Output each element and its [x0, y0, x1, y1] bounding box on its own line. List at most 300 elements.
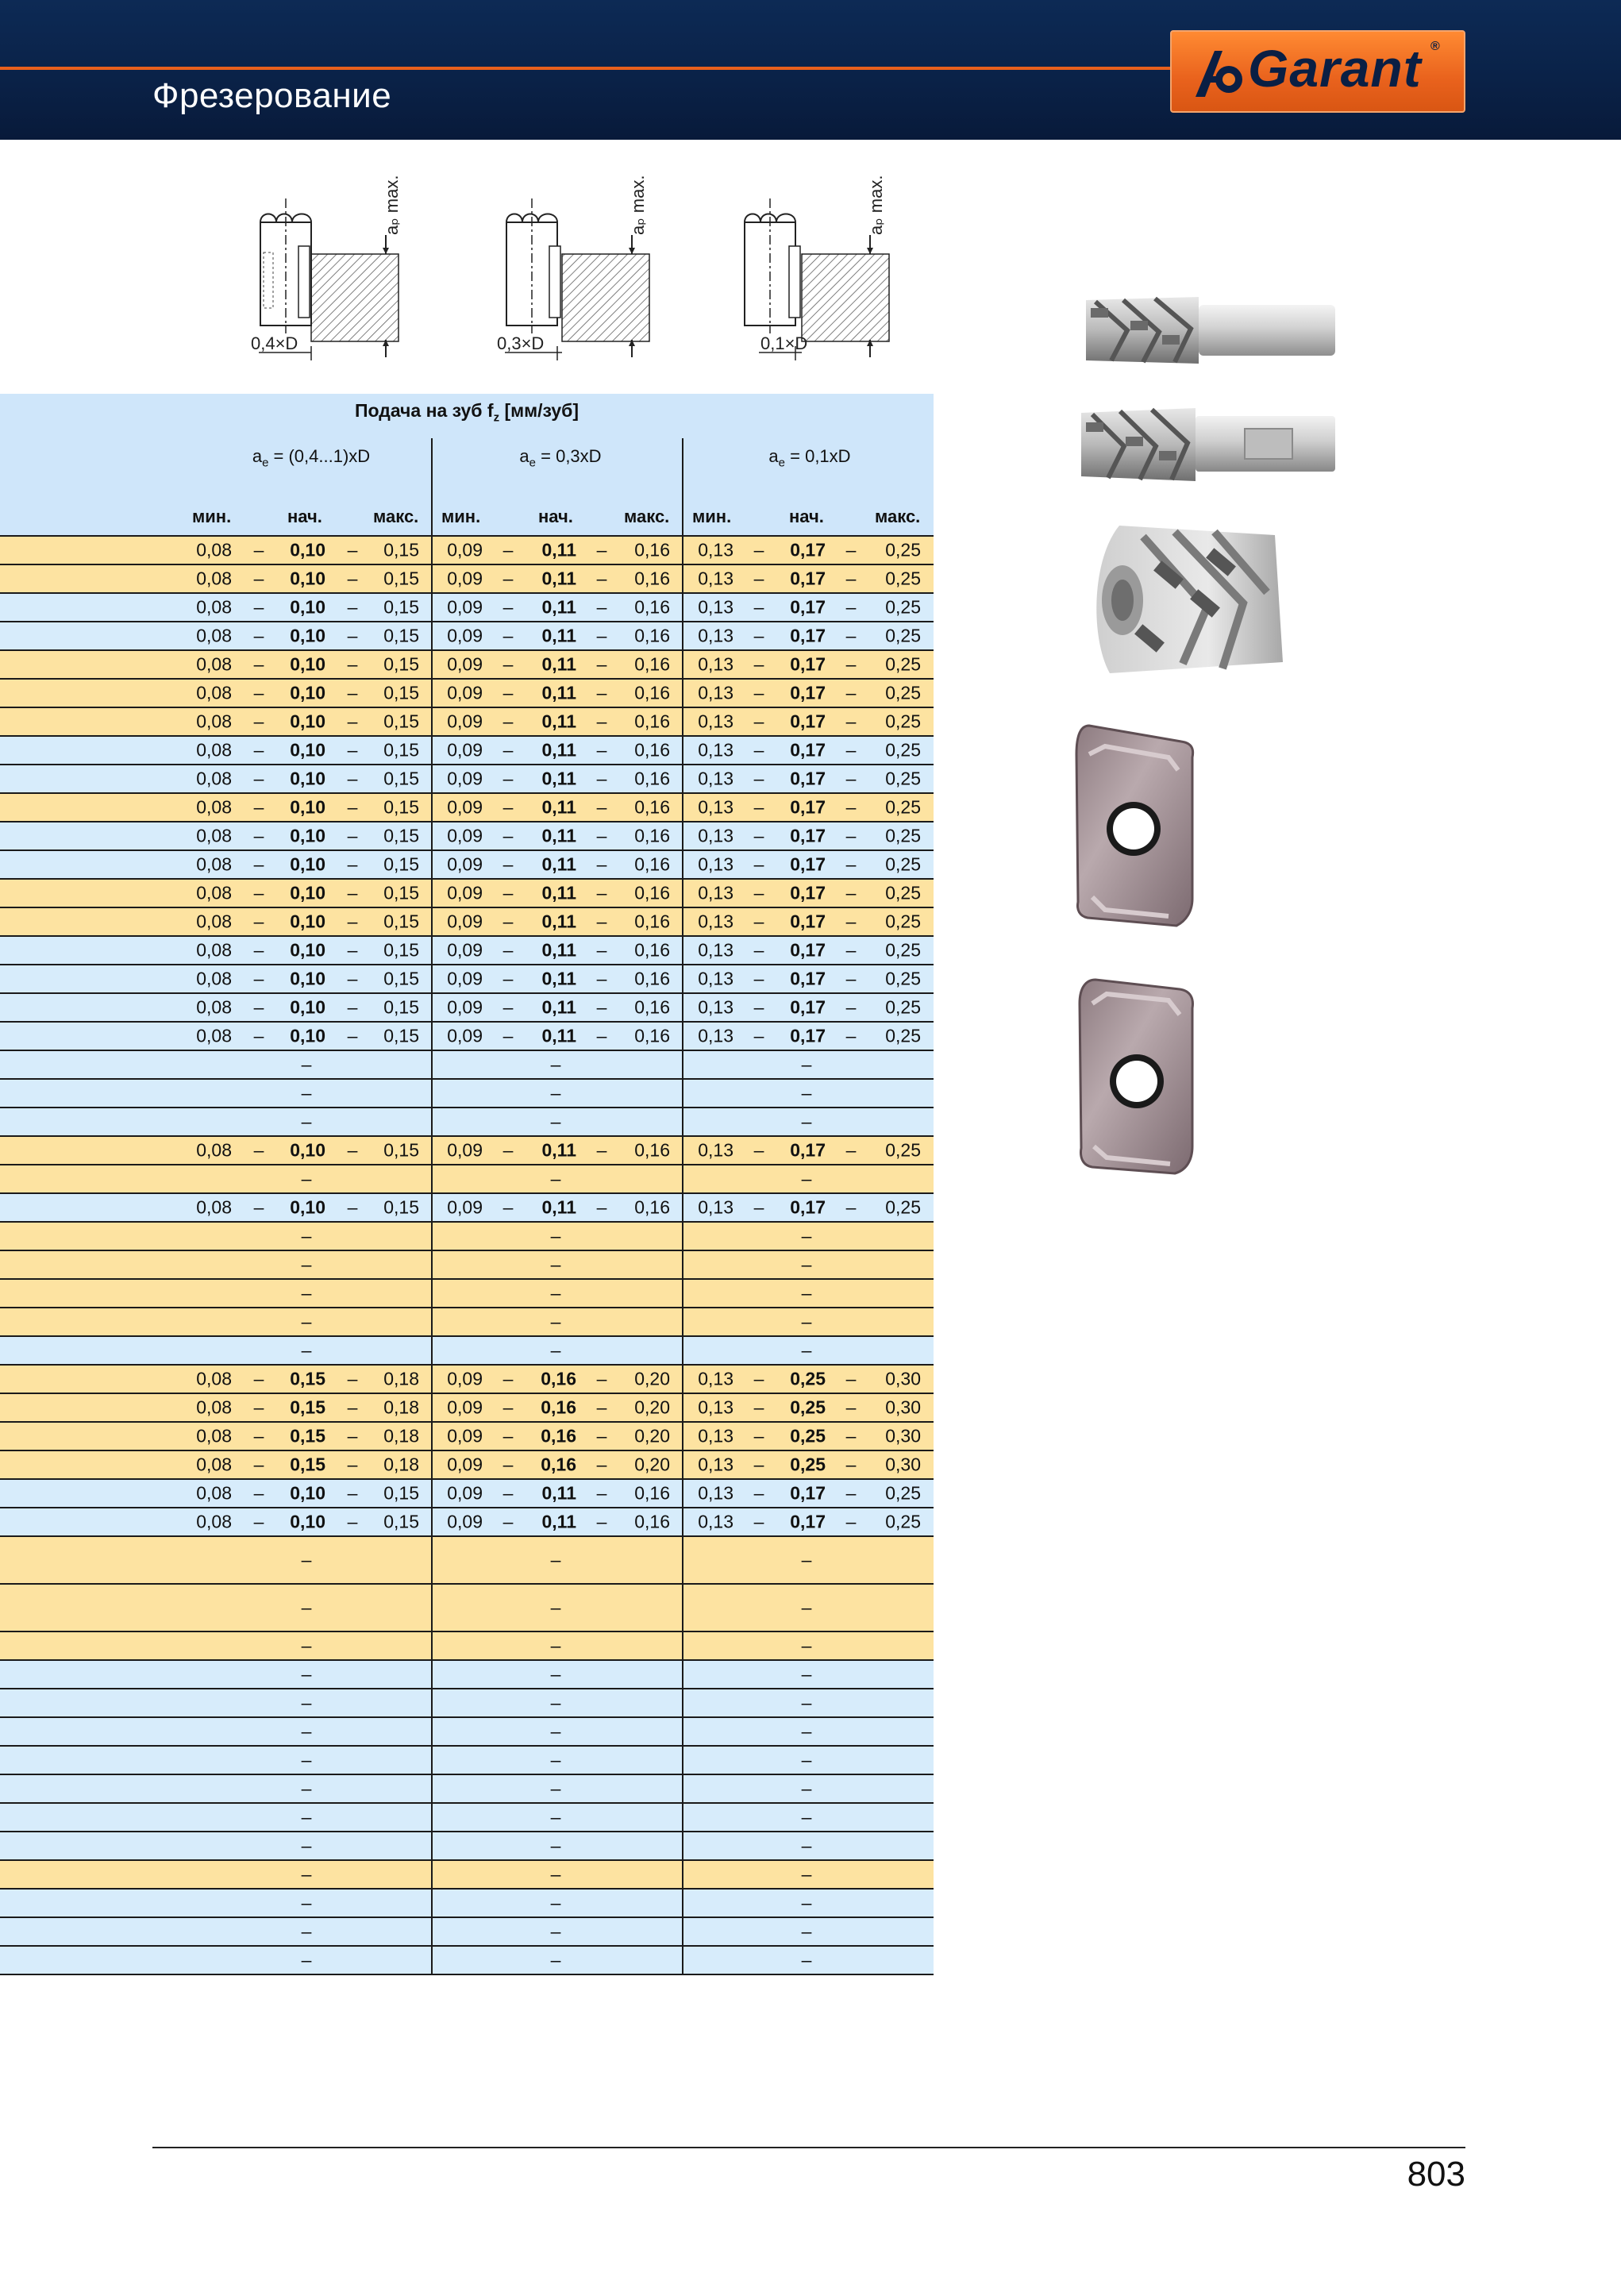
column-divider [682, 1918, 683, 1945]
cell-start: 0,17 [790, 539, 826, 561]
empty-dash: – [301, 1339, 312, 1361]
shell-mill-icon [1088, 521, 1300, 676]
cell-max: 0,15 [383, 768, 419, 789]
cell-start: 0,16 [541, 1396, 576, 1418]
cell-max: 0,15 [383, 1482, 419, 1504]
range-dash: – [596, 882, 607, 903]
range-dash: – [347, 739, 358, 761]
column-divider [682, 1080, 683, 1107]
cell-start: 0,11 [541, 596, 576, 618]
cell-start: 0,15 [290, 1454, 325, 1475]
column-divider [682, 1804, 683, 1831]
column-divider [682, 1508, 683, 1535]
cell-min: 0,13 [698, 853, 733, 875]
range-dash: – [253, 768, 264, 789]
cell-min: 0,09 [447, 1511, 483, 1532]
column-divider [431, 1165, 433, 1192]
range-dash: – [845, 968, 857, 989]
cell-min: 0,08 [196, 911, 232, 932]
cell-max: 0,16 [634, 1025, 670, 1046]
range-dash: – [845, 568, 857, 589]
empty-dash: – [550, 1282, 561, 1304]
column-divider [682, 965, 683, 992]
range-dash: – [753, 968, 764, 989]
range-dash: – [845, 1511, 857, 1532]
column-divider [682, 622, 683, 649]
table-row [0, 1632, 934, 1661]
subheader-min: мин. [692, 507, 732, 526]
table-row [0, 1394, 934, 1423]
range-dash: – [253, 1482, 264, 1504]
garant-logo-mark-icon [1191, 44, 1246, 102]
column-divider [682, 737, 683, 764]
empty-dash: – [301, 1635, 312, 1656]
cell-max: 0,16 [634, 1196, 670, 1218]
range-dash: – [253, 996, 264, 1018]
cell-min: 0,13 [698, 1368, 733, 1389]
cell-min: 0,13 [698, 653, 733, 675]
cell-min: 0,08 [196, 682, 232, 703]
cell-max: 0,16 [634, 768, 670, 789]
range-dash: – [253, 739, 264, 761]
cell-min: 0,13 [698, 1196, 733, 1218]
empty-dash: – [301, 1835, 312, 1856]
cell-min: 0,09 [447, 596, 483, 618]
table-row [0, 908, 934, 937]
table-row [0, 822, 934, 851]
table-row [0, 1308, 934, 1337]
cell-max: 0,15 [383, 1196, 419, 1218]
cell-min: 0,08 [196, 996, 232, 1018]
table-row [0, 622, 934, 651]
column-divider [682, 1051, 683, 1078]
empty-dash: – [801, 1692, 812, 1713]
cell-min: 0,08 [196, 939, 232, 961]
range-dash: – [596, 739, 607, 761]
range-dash: – [753, 539, 764, 561]
empty-dash: – [550, 1806, 561, 1828]
cell-min: 0,09 [447, 853, 483, 875]
empty-dash: – [801, 1835, 812, 1856]
empty-dash: – [301, 1663, 312, 1685]
cell-max: 0,15 [383, 1511, 419, 1532]
range-dash: – [596, 682, 607, 703]
cell-start: 0,25 [790, 1454, 826, 1475]
column-divider [431, 965, 433, 992]
cell-max: 0,25 [885, 796, 921, 818]
cell-start: 0,10 [290, 882, 325, 903]
table-title: Подача на зуб $f_z$ [мм/зуб] [354, 400, 579, 425]
range-dash: – [596, 596, 607, 618]
table-row [0, 1947, 934, 1975]
range-dash: – [845, 711, 857, 732]
empty-dash: – [301, 1254, 312, 1275]
range-dash: – [753, 1368, 764, 1389]
table-row [0, 565, 934, 594]
table-row [0, 1280, 934, 1308]
range-dash: – [502, 539, 514, 561]
cell-max: 0,16 [634, 625, 670, 646]
range-dash: – [502, 853, 514, 875]
cell-start: 0,17 [790, 939, 826, 961]
cell-min: 0,13 [698, 1025, 733, 1046]
range-dash: – [753, 1139, 764, 1161]
range-dash: – [347, 1025, 358, 1046]
column-divider [682, 1023, 683, 1050]
column-divider [682, 765, 683, 792]
cell-min: 0,09 [447, 996, 483, 1018]
cell-max: 0,25 [885, 853, 921, 875]
range-dash: – [596, 768, 607, 789]
feed-table [0, 394, 934, 1975]
cell-start: 0,15 [290, 1425, 325, 1447]
table-row [0, 1718, 934, 1747]
cell-max: 0,18 [383, 1368, 419, 1389]
column-divider [431, 1223, 433, 1250]
cell-max: 0,16 [634, 1511, 670, 1532]
empty-dash: – [801, 1778, 812, 1799]
column-divider [431, 851, 433, 878]
cell-min: 0,08 [196, 539, 232, 561]
column-divider [431, 1947, 433, 1974]
range-dash: – [845, 1482, 857, 1504]
cell-max: 0,15 [383, 625, 419, 646]
empty-dash: – [801, 1720, 812, 1742]
cell-max: 0,25 [885, 1025, 921, 1046]
insert-1-icon [1073, 722, 1197, 930]
column-divider [682, 851, 683, 878]
range-dash: – [845, 1396, 857, 1418]
column-divider [431, 1718, 433, 1745]
empty-dash: – [801, 1549, 812, 1570]
range-dash: – [347, 911, 358, 932]
empty-dash: – [801, 1892, 812, 1913]
empty-dash: – [801, 1806, 812, 1828]
cell-start: 0,17 [790, 682, 826, 703]
column-divider [431, 1689, 433, 1716]
range-dash: – [596, 1025, 607, 1046]
range-dash: – [753, 596, 764, 618]
range-dash: – [253, 882, 264, 903]
cell-max: 0,30 [885, 1396, 921, 1418]
cell-max: 0,15 [383, 1139, 419, 1161]
column-divider [431, 1832, 433, 1859]
column-divider [431, 880, 433, 907]
cell-min: 0,09 [447, 711, 483, 732]
cell-max: 0,20 [634, 1396, 670, 1418]
empty-dash: – [801, 1054, 812, 1075]
range-dash: – [753, 711, 764, 732]
cell-start: 0,10 [290, 739, 325, 761]
range-dash: – [596, 1482, 607, 1504]
range-dash: – [347, 939, 358, 961]
cell-min: 0,13 [698, 996, 733, 1018]
column-divider [682, 1337, 683, 1364]
cell-start: 0,10 [290, 796, 325, 818]
cell-max: 0,15 [383, 968, 419, 989]
cell-start: 0,17 [790, 568, 826, 589]
empty-dash: – [301, 1806, 312, 1828]
column-divider [431, 1137, 433, 1164]
cell-start: 0,11 [541, 796, 576, 818]
empty-dash: – [301, 1054, 312, 1075]
column-divider [682, 1251, 683, 1278]
cell-max: 0,16 [634, 1482, 670, 1504]
cell-min: 0,09 [447, 968, 483, 989]
range-dash: – [347, 1454, 358, 1475]
cell-start: 0,11 [541, 711, 576, 732]
cell-start: 0,10 [290, 596, 325, 618]
table-row [0, 1537, 934, 1585]
column-divider [682, 1394, 683, 1421]
cell-start: 0,11 [541, 996, 576, 1018]
table-row [0, 1918, 934, 1947]
insert-2-icon [1076, 977, 1197, 1177]
column-divider [682, 1165, 683, 1192]
column-divider [682, 1585, 683, 1631]
column-divider [682, 1223, 683, 1250]
column-divider [682, 1947, 683, 1974]
cell-max: 0,16 [634, 653, 670, 675]
subheader-min: мин. [192, 507, 232, 526]
cell-min: 0,13 [698, 625, 733, 646]
cell-min: 0,09 [447, 682, 483, 703]
table-row [0, 737, 934, 765]
range-dash: – [753, 625, 764, 646]
column-divider [682, 794, 683, 821]
cell-start: 0,17 [790, 911, 826, 932]
cell-start: 0,10 [290, 568, 325, 589]
column-divider [682, 1137, 683, 1164]
cell-min: 0,13 [698, 1425, 733, 1447]
range-dash: – [845, 1368, 857, 1389]
cell-max: 0,15 [383, 796, 419, 818]
table-row [0, 651, 934, 680]
column-divider [431, 737, 433, 764]
table-row [0, 1423, 934, 1451]
range-dash: – [596, 939, 607, 961]
empty-dash: – [550, 1749, 561, 1770]
column-divider [431, 1890, 433, 1917]
cell-max: 0,15 [383, 653, 419, 675]
range-dash: – [845, 1454, 857, 1475]
range-dash: – [845, 853, 857, 875]
empty-dash: – [550, 1549, 561, 1570]
cell-max: 0,20 [634, 1454, 670, 1475]
cell-max: 0,25 [885, 653, 921, 675]
table-row [0, 937, 934, 965]
range-dash: – [502, 882, 514, 903]
cell-max: 0,15 [383, 539, 419, 561]
column-divider [431, 822, 433, 849]
range-dash: – [845, 996, 857, 1018]
cell-max: 0,25 [885, 596, 921, 618]
empty-dash: – [301, 1311, 312, 1332]
range-dash: – [347, 596, 358, 618]
cell-start: 0,11 [541, 625, 576, 646]
table-row [0, 994, 934, 1023]
cell-max: 0,25 [885, 1482, 921, 1504]
empty-dash: – [550, 1635, 561, 1656]
cell-start: 0,17 [790, 739, 826, 761]
table-row [0, 1890, 934, 1918]
cell-min: 0,08 [196, 1025, 232, 1046]
subheader-min: мин. [441, 507, 481, 526]
column-divider [431, 1251, 433, 1278]
empty-dash: – [301, 1778, 312, 1799]
cell-max: 0,25 [885, 1139, 921, 1161]
range-dash: – [502, 1025, 514, 1046]
cell-start: 0,17 [790, 1482, 826, 1504]
cell-min: 0,13 [698, 682, 733, 703]
range-dash: – [753, 796, 764, 818]
subheader-max: макс. [624, 507, 670, 526]
empty-dash: – [550, 1720, 561, 1742]
empty-dash: – [301, 1920, 312, 1942]
range-dash: – [753, 939, 764, 961]
range-dash: – [347, 1368, 358, 1389]
cell-min: 0,13 [698, 1511, 733, 1532]
range-dash: – [753, 825, 764, 846]
range-dash: – [845, 1196, 857, 1218]
cell-min: 0,13 [698, 739, 733, 761]
shank-end-mill-icon [1080, 289, 1342, 372]
range-dash: – [845, 653, 857, 675]
column-divider [431, 1280, 433, 1307]
cell-min: 0,09 [447, 739, 483, 761]
cell-start: 0,10 [290, 911, 325, 932]
cell-min: 0,08 [196, 711, 232, 732]
cell-min: 0,08 [196, 1396, 232, 1418]
range-dash: – [253, 539, 264, 561]
range-dash: – [596, 911, 607, 932]
cell-start: 0,16 [541, 1454, 576, 1475]
table-row [0, 1251, 934, 1280]
svg-text:0,1×D: 0,1×D [760, 333, 808, 353]
cell-max: 0,20 [634, 1425, 670, 1447]
column-divider [431, 908, 433, 935]
column-divider [431, 1918, 433, 1945]
cell-max: 0,25 [885, 911, 921, 932]
column-divider [682, 680, 683, 707]
empty-dash: – [301, 1168, 312, 1189]
column-divider [431, 651, 433, 678]
table-body [0, 537, 934, 1975]
range-dash: – [502, 996, 514, 1018]
cell-min: 0,13 [698, 711, 733, 732]
range-dash: – [253, 653, 264, 675]
cell-min: 0,09 [447, 653, 483, 675]
range-dash: – [347, 653, 358, 675]
table-row [0, 1223, 934, 1251]
empty-dash: – [801, 1082, 812, 1104]
cell-max: 0,18 [383, 1396, 419, 1418]
column-divider [682, 908, 683, 935]
cell-start: 0,17 [790, 1511, 826, 1532]
range-dash: – [845, 882, 857, 903]
range-dash: – [753, 1482, 764, 1504]
empty-dash: – [801, 1635, 812, 1656]
cell-max: 0,15 [383, 711, 419, 732]
range-dash: – [845, 596, 857, 618]
empty-dash: – [801, 1111, 812, 1132]
empty-dash: – [801, 1749, 812, 1770]
page-title: Фрезерование [152, 76, 392, 115]
cell-start: 0,11 [541, 682, 576, 703]
footer-rule [152, 2147, 1465, 2148]
table-row [0, 880, 934, 908]
cell-max: 0,15 [383, 739, 419, 761]
header-accent-line [0, 67, 1175, 70]
table-row [0, 1832, 934, 1861]
column-divider [682, 537, 683, 564]
range-dash: – [253, 1511, 264, 1532]
empty-dash: – [301, 1549, 312, 1570]
column-divider [431, 537, 433, 564]
range-dash: – [347, 1425, 358, 1447]
column-divider [682, 994, 683, 1021]
range-dash: – [596, 853, 607, 875]
svg-text:aₚ max.: aₚ max. [866, 175, 886, 235]
group-header-2: $a_e = 0,3xD$ [519, 446, 602, 470]
range-dash: – [502, 596, 514, 618]
cell-min: 0,09 [447, 825, 483, 846]
table-row [0, 1165, 934, 1194]
svg-text:aₚ max.: aₚ max. [382, 175, 402, 235]
range-dash: – [253, 939, 264, 961]
empty-dash: – [301, 1863, 312, 1885]
cell-max: 0,16 [634, 882, 670, 903]
range-dash: – [753, 1396, 764, 1418]
cell-max: 0,25 [885, 968, 921, 989]
column-divider [431, 680, 433, 707]
range-dash: – [596, 1425, 607, 1447]
range-dash: – [502, 711, 514, 732]
cell-max: 0,16 [634, 825, 670, 846]
table-row [0, 1480, 934, 1508]
cell-min: 0,08 [196, 1511, 232, 1532]
cell-start: 0,10 [290, 1025, 325, 1046]
cell-min: 0,08 [196, 825, 232, 846]
table-row [0, 1747, 934, 1775]
svg-text:0,4×D: 0,4×D [251, 333, 298, 353]
cell-max: 0,25 [885, 739, 921, 761]
cell-start: 0,11 [541, 1482, 576, 1504]
cell-start: 0,10 [290, 825, 325, 846]
range-dash: – [253, 968, 264, 989]
range-dash: – [753, 1454, 764, 1475]
column-divider [431, 1775, 433, 1802]
range-dash: – [253, 1196, 264, 1218]
cell-start: 0,10 [290, 996, 325, 1018]
cell-max: 0,25 [885, 1196, 921, 1218]
range-dash: – [845, 682, 857, 703]
cell-max: 0,15 [383, 568, 419, 589]
table-row [0, 1023, 934, 1051]
cell-start: 0,15 [290, 1396, 325, 1418]
cell-min: 0,09 [447, 1196, 483, 1218]
cell-min: 0,13 [698, 1139, 733, 1161]
table-row [0, 1775, 934, 1804]
cell-max: 0,20 [634, 1368, 670, 1389]
column-divider [431, 1023, 433, 1050]
column-divider [431, 622, 433, 649]
range-dash: – [845, 739, 857, 761]
cell-min: 0,09 [447, 1425, 483, 1447]
cell-min: 0,13 [698, 968, 733, 989]
table-row [0, 794, 934, 822]
cell-max: 0,16 [634, 1139, 670, 1161]
